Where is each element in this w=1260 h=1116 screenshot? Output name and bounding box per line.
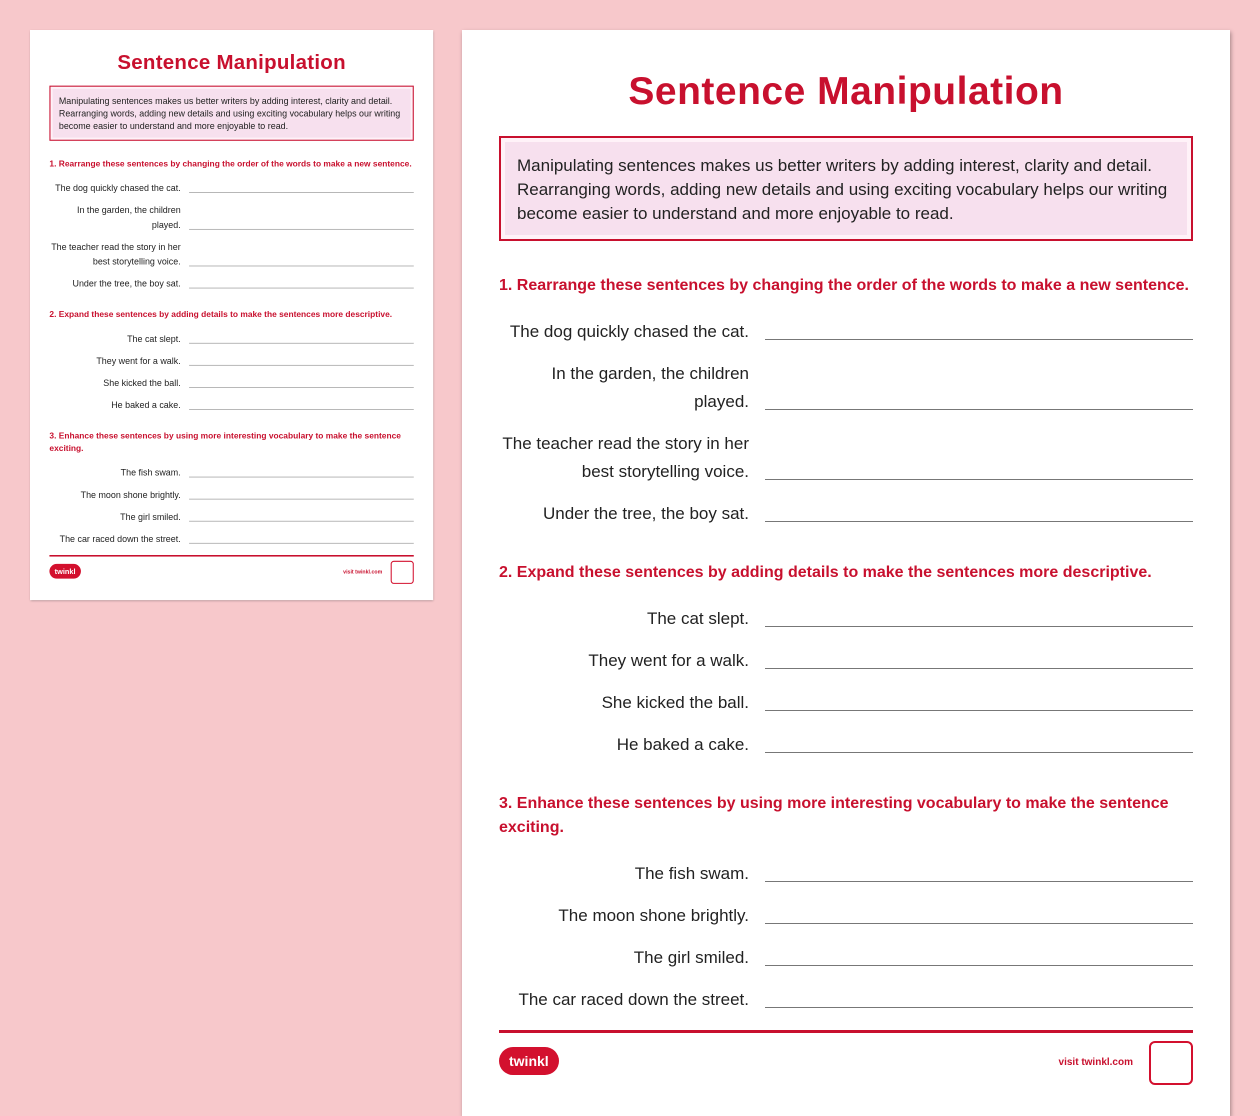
answer-line[interactable] bbox=[765, 668, 1193, 669]
exercise-row bbox=[49, 181, 413, 196]
exercise-row bbox=[499, 500, 1193, 528]
sentence-label: The dog quickly chased the cat. bbox=[509, 322, 749, 341]
sentence-label: The moon shone brightly. bbox=[80, 489, 181, 500]
section-heading: 1. Rearrange these sentences by changing the order of the words to make a new sentence. bbox=[49, 159, 412, 169]
exercise-row bbox=[499, 647, 1193, 675]
page-footer bbox=[499, 1030, 1193, 1069]
exercise-row bbox=[49, 376, 413, 391]
exercise-row bbox=[499, 689, 1193, 717]
sentence-label: In the garden, the children played. bbox=[76, 205, 181, 231]
section-3 bbox=[499, 792, 1193, 1014]
answer-line[interactable] bbox=[765, 626, 1193, 627]
twinkl-logo: twinkl bbox=[49, 564, 80, 579]
exercise-row bbox=[499, 860, 1193, 888]
sentence-label: The dog quickly chased the cat. bbox=[55, 183, 181, 194]
sentence-label: The girl smiled. bbox=[120, 511, 181, 522]
sentence-label: The teacher read the story in her best storytelling voice. bbox=[502, 434, 749, 481]
intro-box: Manipulating sentences makes us better writers by adding interest, clarity and detail. Rearranging words, adding new details and using exciting vocabulary helps our writing become easier to understand and more enjoyable to read. bbox=[499, 136, 1193, 241]
twinkl-logo: twinkl bbox=[499, 1047, 559, 1075]
sentence-label: The fish swam. bbox=[634, 864, 749, 883]
exercise-row bbox=[499, 605, 1193, 633]
answer-line[interactable] bbox=[189, 229, 414, 230]
section-1 bbox=[49, 158, 413, 291]
exercise-row bbox=[49, 354, 413, 369]
worksheet-page bbox=[462, 30, 1230, 1116]
answer-line[interactable] bbox=[765, 881, 1193, 882]
section-2 bbox=[49, 309, 413, 413]
exercise-row bbox=[499, 902, 1193, 930]
answer-line[interactable] bbox=[189, 499, 414, 500]
answer-line[interactable] bbox=[765, 409, 1193, 410]
sentence-label: They went for a walk. bbox=[96, 356, 181, 366]
exercise-row bbox=[499, 360, 1193, 416]
exercise-row bbox=[499, 318, 1193, 346]
sentence-label: He baked a cake. bbox=[111, 400, 181, 411]
worksheet-thumbnail bbox=[30, 30, 433, 600]
visit-link[interactable]: visit twinkl.com bbox=[343, 569, 383, 575]
answer-line[interactable] bbox=[765, 521, 1193, 522]
section-3 bbox=[49, 430, 413, 547]
answer-line[interactable] bbox=[189, 521, 414, 522]
exercise-row bbox=[49, 203, 413, 232]
sentence-label: The cat slept. bbox=[646, 609, 749, 628]
exercise-row bbox=[49, 240, 413, 269]
answer-line[interactable] bbox=[765, 339, 1193, 340]
section-2 bbox=[499, 561, 1193, 759]
answer-line[interactable] bbox=[765, 479, 1193, 480]
sentence-label: He baked a cake. bbox=[616, 735, 749, 754]
exercise-row bbox=[49, 466, 413, 481]
section-1 bbox=[499, 274, 1193, 528]
exercise-row bbox=[49, 277, 413, 292]
answer-line[interactable] bbox=[765, 752, 1193, 753]
answer-line[interactable] bbox=[189, 543, 414, 544]
visit-link[interactable]: visit twinkl.com bbox=[1058, 1057, 1133, 1068]
answer-line[interactable] bbox=[189, 477, 414, 478]
answer-line[interactable] bbox=[189, 387, 414, 388]
exercise-row bbox=[499, 430, 1193, 486]
sentence-label: The girl smiled. bbox=[633, 948, 749, 967]
answer-line[interactable] bbox=[189, 365, 414, 366]
section-heading: 2. Expand these sentences by adding details to make the sentences more descriptive. bbox=[49, 310, 393, 320]
sentence-label: The moon shone brightly. bbox=[558, 906, 749, 925]
answer-line[interactable] bbox=[765, 923, 1193, 924]
exercise-row bbox=[499, 944, 1193, 972]
sentence-label: The car raced down the street. bbox=[59, 534, 181, 544]
sentence-label: She kicked the ball. bbox=[601, 693, 749, 712]
exercise-row bbox=[49, 488, 413, 503]
sentence-label: The car raced down the street. bbox=[518, 990, 749, 1009]
sentence-label: She kicked the ball. bbox=[103, 378, 181, 389]
exercise-row bbox=[49, 510, 413, 525]
exercise-row bbox=[499, 731, 1193, 759]
exercise-row bbox=[49, 532, 413, 547]
exercise-row bbox=[49, 398, 413, 413]
page-footer bbox=[49, 555, 413, 576]
sentence-label: Under the tree, the boy sat. bbox=[542, 504, 749, 523]
sentence-label: The fish swam. bbox=[120, 467, 181, 478]
answer-line[interactable] bbox=[189, 409, 414, 410]
answer-line[interactable] bbox=[765, 1007, 1193, 1008]
section-heading: 3. Enhance these sentences by using more interesting vocabulary to make the sentence exciting. bbox=[49, 431, 401, 454]
exercise-row bbox=[49, 332, 413, 347]
sentence-label: The teacher read the story in her best storytelling voice. bbox=[51, 242, 181, 267]
answer-line[interactable] bbox=[189, 192, 414, 193]
intro-box: Manipulating sentences makes us better writers by adding interest, clarity and detail. Rearranging words, adding new details and using exciting vocabulary helps our writing become easier to understand and more enjoyable to read. bbox=[49, 86, 413, 141]
sentence-label: Under the tree, the boy sat. bbox=[72, 278, 181, 289]
quality-badge-icon bbox=[391, 561, 414, 584]
section-heading: 3. Enhance these sentences by using more interesting vocabulary to make the sentence exciting. bbox=[499, 795, 1169, 836]
section-heading: 1. Rearrange these sentences by changing the order of the words to make a new sentence. bbox=[499, 277, 1189, 294]
quality-badge-icon bbox=[1149, 1041, 1193, 1085]
answer-line[interactable] bbox=[189, 266, 414, 267]
sentence-label: In the garden, the children played. bbox=[551, 364, 749, 411]
section-heading: 2. Expand these sentences by adding details to make the sentences more descriptive. bbox=[499, 564, 1152, 581]
sentence-label: The cat slept. bbox=[127, 333, 181, 344]
answer-line[interactable] bbox=[189, 288, 414, 289]
worksheet-title: Sentence Manipulation bbox=[628, 70, 1064, 113]
answer-line[interactable] bbox=[765, 710, 1193, 711]
sentence-label: They went for a walk. bbox=[588, 651, 749, 670]
exercise-row bbox=[499, 986, 1193, 1014]
answer-line[interactable] bbox=[189, 343, 414, 344]
answer-line[interactable] bbox=[765, 965, 1193, 966]
worksheet-title: Sentence Manipulation bbox=[117, 51, 346, 74]
